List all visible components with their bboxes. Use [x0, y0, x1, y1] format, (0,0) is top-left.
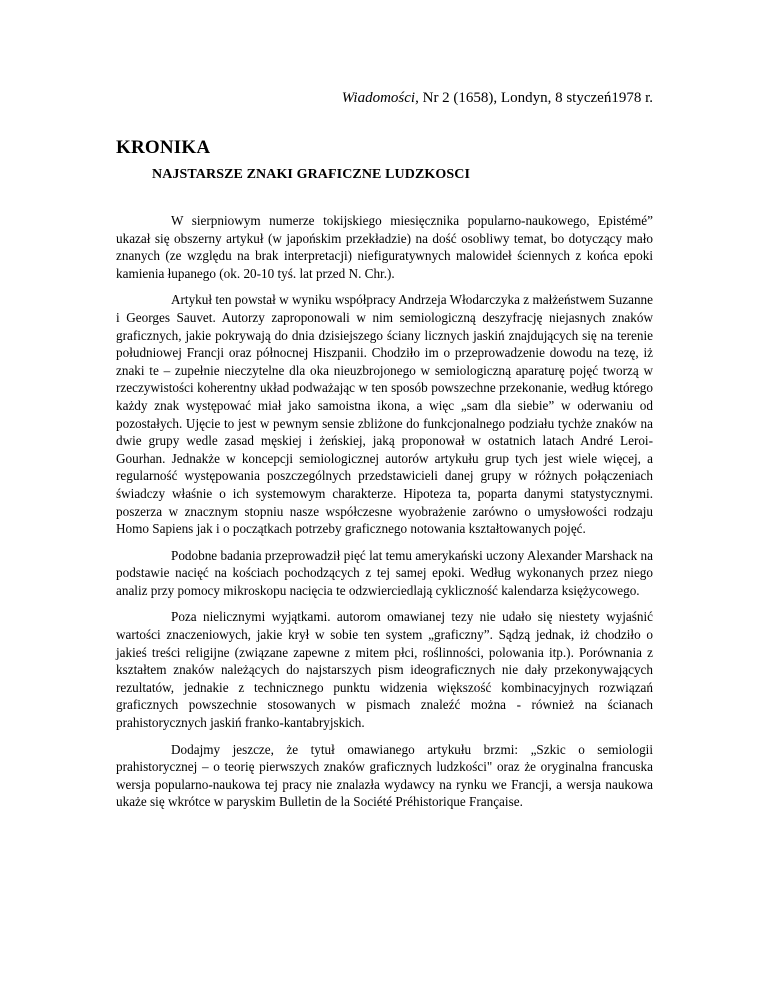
article-body [116, 212, 653, 820]
article-title: NAJSTARSZE ZNAKI GRAFICZNE LUDZKOSCI [152, 167, 471, 182]
issue-info: , Nr 2 (1658), Londyn, 8 styczeń1978 r. [415, 90, 653, 106]
paragraph-4: Poza nielicznymi wyjątkami. autorom omawianej tezy nie udało się niestety wyjaśnić wartości znaczeniowych, jakie krył w sobie ten system „graficzny”. Sądzą jednak, iż chodziło o jakieś treści religijne (związane zapewne z mitem płci, roślinności, polowania itp.). Porównania z kształtem znaków należących do najstarszych pism ideograficznych nie dały przekonywających rezultatów, jednakie z technicznego punktu widzenia większość kombinacyjnych rozwiązań graficznych powszechnie stosowanych w pismach znaleźć można - również na ścianach prahistorycznych jaskiń franko-kantabryjskich. [116, 609, 653, 731]
publication-header [342, 90, 653, 107]
paragraph-5: Dodajmy jeszcze, że tytuł omawianego artykułu brzmi: „Szkic o semiologii prahistorycznej – o teorię pierwszych znaków graficznych ludzkości" oraz że oryginalna francuska wersja popularno-naukowa tej pracy nie znalazła wydawcy na rynku we Francji, a wersja naukowa ukaże się wkrótce w paryskim Bulletin de la Société Préhistorique Française. [116, 741, 653, 810]
paragraph-3: Podobne badania przeprowadził pięć lat temu amerykański uczony Alexander Marshack na podstawie nacięć na kościach pochodzących z tej samej epoki. Według wykonanych przez niego analiz przy pomocy mikroskopu nacięcia te odzwierciedlają cykliczność kalendarza księżycowego. [116, 547, 653, 598]
paragraph-1: W sierpniowym numerze tokijskiego miesięcznika popularno-naukowego, Epistémé” ukazał się obszerny artykuł (w japońskim przekładzie) na dość osobliwy temat, bo dotyczący mało znanych (ze względu na brak interpretacji) niefiguratywnych malowideł ściennych z końca epoki kamienia łupanego (ok. 20-10 tyś. lat przed N. Chr.). [116, 213, 653, 281]
paragraph-2: Artykuł ten powstał w wyniku współpracy Andrzeja Włodarczyka z małżeństwem Suzanne i Georges Sauvet. Autorzy zaproponowali w nim semiologiczną deszyfrację niejasnych znaków graficznych, jakie pokrywają do dnia dzisiejszego ściany licznych jaskiń znajdujących się na terenie południowej Francji oraz północnej Hiszpanii. Chodziło im o przeprowadzenie dowodu na tezę, iż znaki te – zupełnie nieczytelne dla oka nieuzbrojonego w semiologiczną aparaturę pojęć tworzą w rzeczywistości koherentny układ podważając w ten sposób powszechne przekonanie, według którego każdy znak występować miał jako samoistna ikona, a więc „sam dla siebie” w oderwaniu od pozostałych. Ujęcie to jest w pewnym sensie zbliżone do funkcjonalnego podziału tychże znaków na dwie grupy wedle zasad męskiej i żeńskiej, jaką proponował w ostatnich latach André Leroi-Gourhan. Jednakże w koncepcji semiologicznej autorów artykułu grup tych jest wiele więcej, a regularność występowania poszczególnych przedstawicieli danej grupy w różnych połączeniach świadczy właśnie o ich systemowym charakterze. Hipoteza ta, poparta danymi statystycznymi. poszerza w znacznym stopniu nasze współczesne wyobrażenie zarówno o umysłowości rodzaju Homo Sapiens jak i o początkach potrzeby graficznego notowania kształtowanych pojęć. [116, 292, 653, 537]
journal-name: Wiadomości [341, 90, 416, 106]
section-title: KRONIKA [116, 137, 211, 158]
